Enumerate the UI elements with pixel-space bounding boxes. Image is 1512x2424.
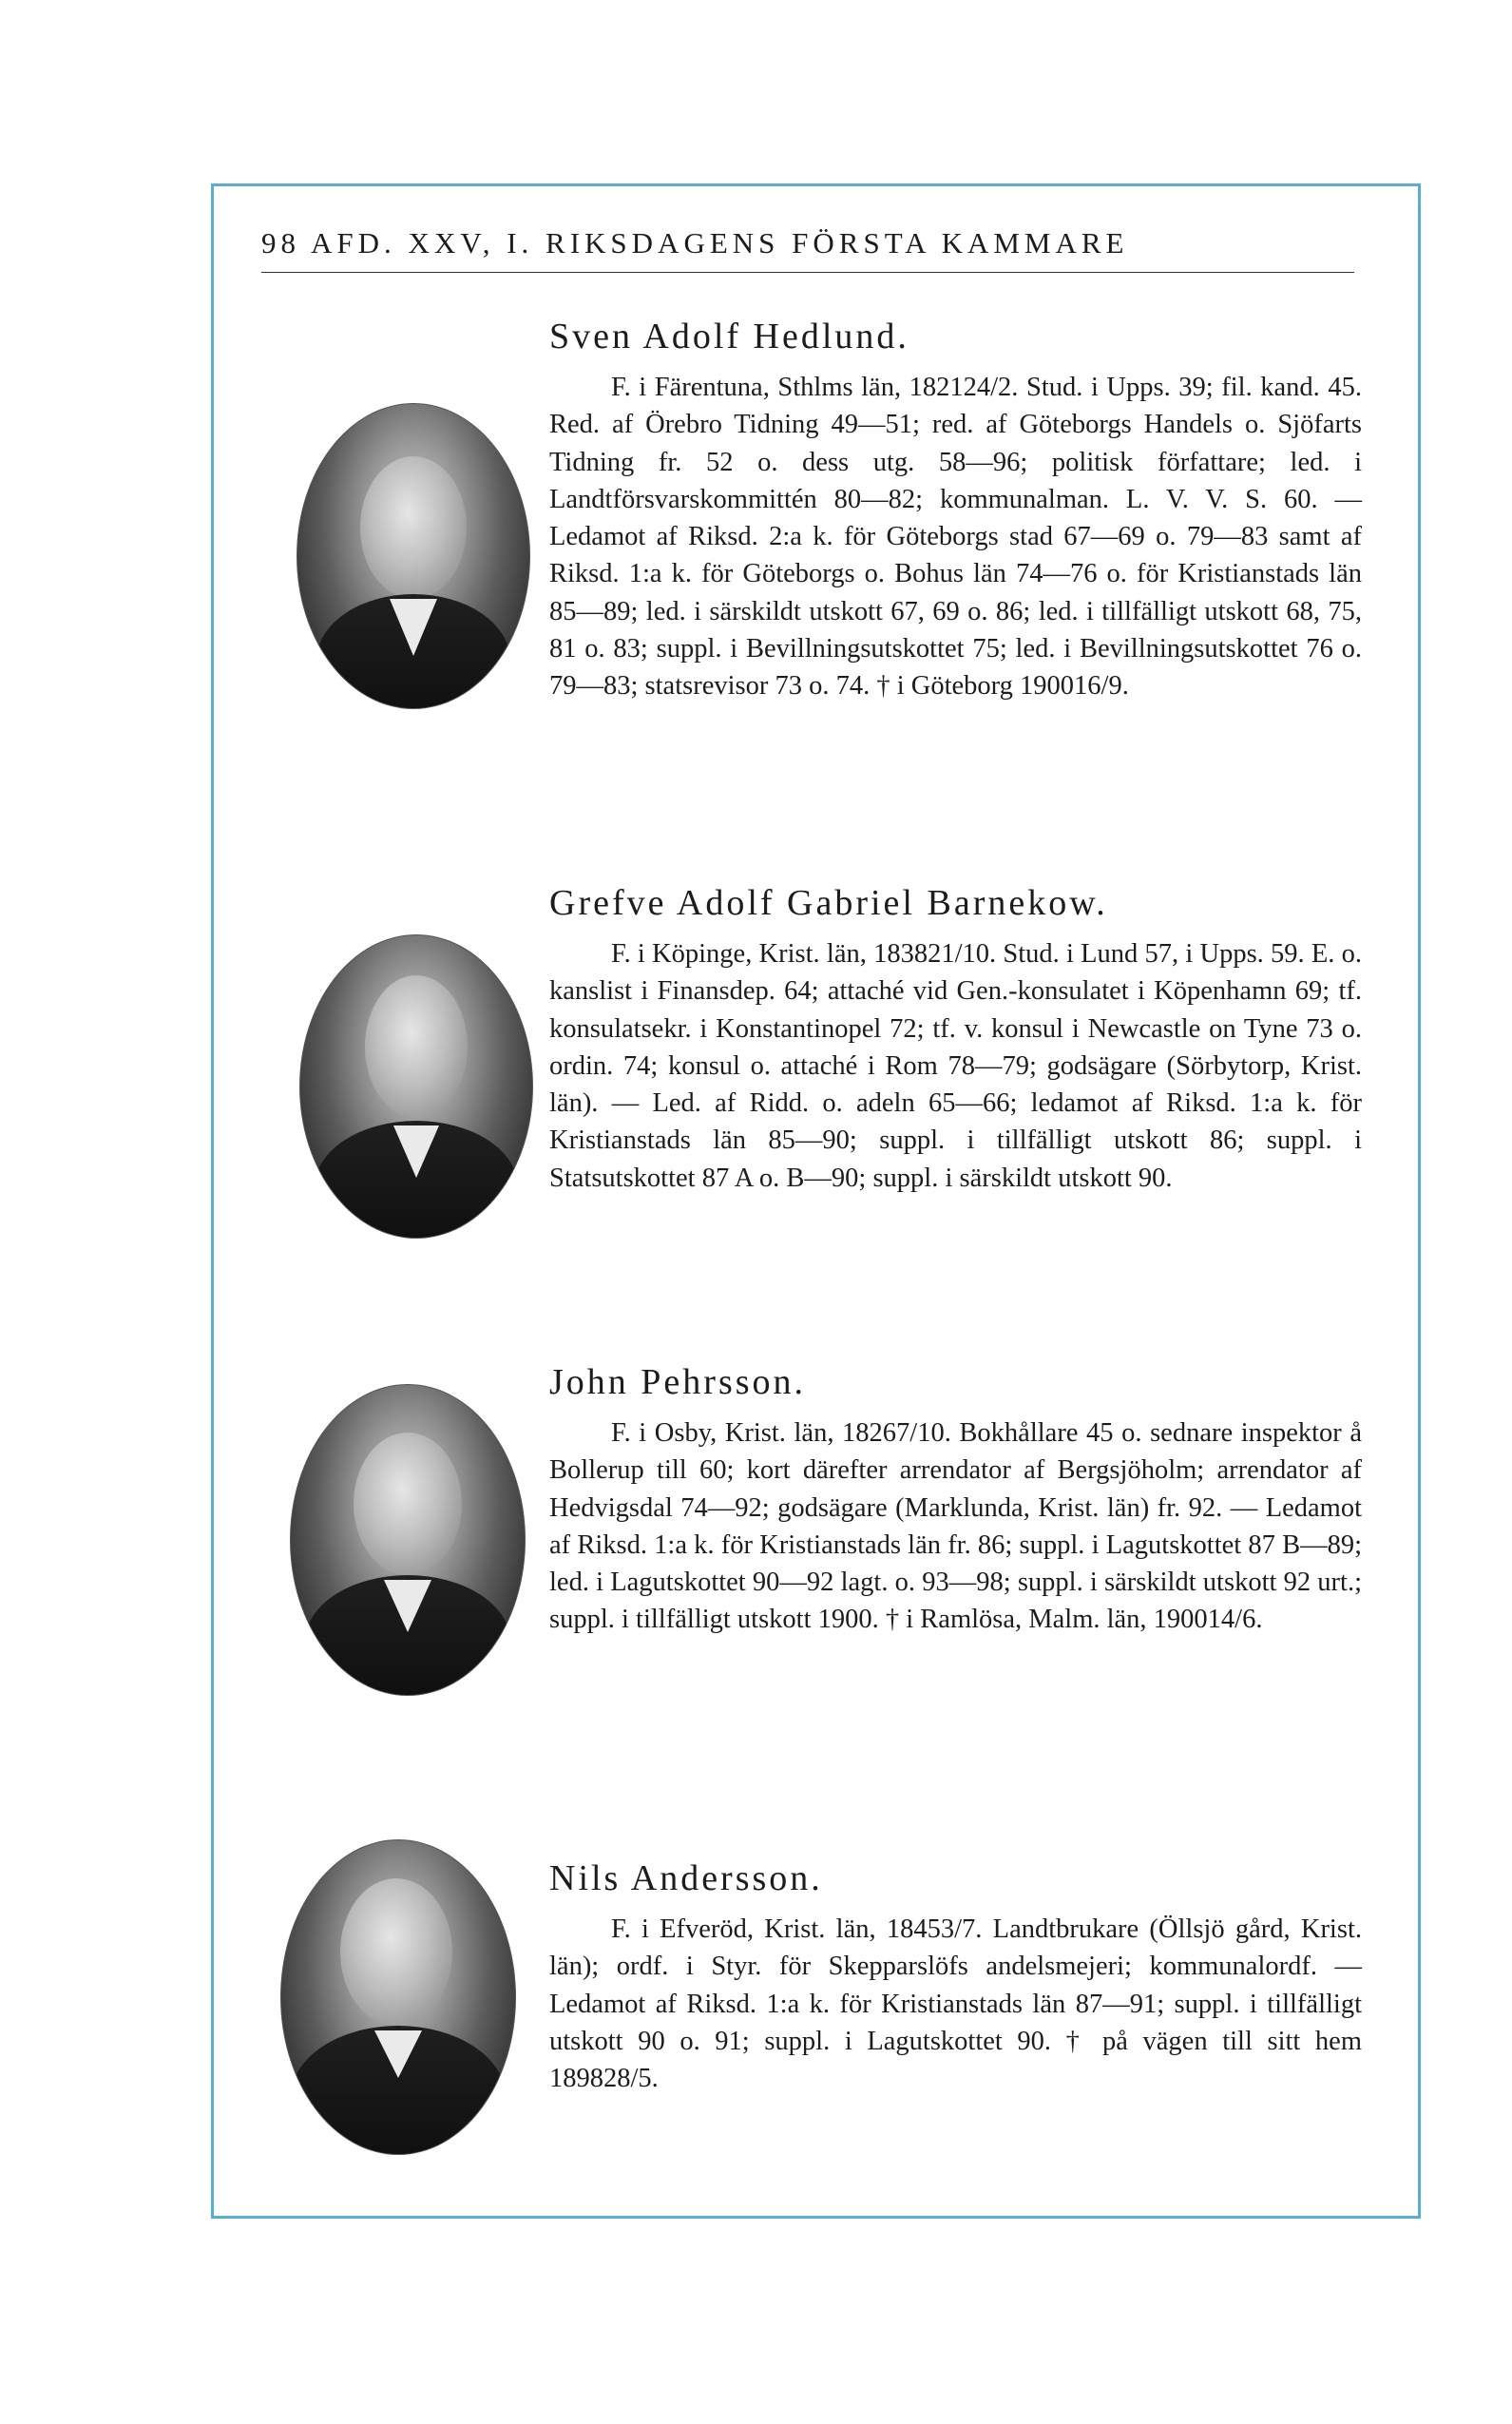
portrait-pehrsson [290,1384,526,1696]
portrait-hedlund [297,403,530,709]
entry-name: Nils Andersson. [549,1858,823,1898]
running-head: 98 AFD. XXV, I. RIKSDAGENS FÖRSTA KAMMARE [261,226,1129,260]
entry-bio: F. i Efveröd, Krist. län, 18453/7. Landtbrukare (Öllsjö gård, Krist. län); ordf. i Styr. för Skepparslöfs andelsmejeri; kommunalordf. — Ledamot af Riksd. 1:a k. för Kristianstads län 87—91; suppl. i tillfälligt utskott 90 o. 91; suppl. i Lagutskottet 90. † på vägen till sitt hem 189828/5. [549,1914,1362,2094]
entry-bio: F. i Färentuna, Sthlms län, 182124/2. Stud. i Upps. 39; fil. kand. 45. Red. af Örebro Tidning 49—51; red. af Göteborgs Handels o. Sjöfarts Tidning fr. 52 o. dess utg. 58—96; politisk författare; led. i Landtförsvarskommittén 80—82; kommunalman. L. V. V. S. 60. — Ledamot af Riksd. 2:a k. för Göteborgs stad 67—69 o. 79—83 samt af Riksd. 1:a k. för Göteborgs o. Bohus län 74—76 o. för Kristianstads län 85—89; led. i särskildt utskott 67, 69 o. 86; led. i tillfälligt utskott 68, 75, 81 o. 83; suppl. i Bevillningsutskottet 75; led. i Bevillningsutskottet 76 o. 79—83; statsrevisor 73 o. 74. † i Göteborg 190016/9. [549,373,1362,702]
entry-name: Grefve Adolf Gabriel Barnekow. [549,883,1108,923]
portrait-andersson [280,1839,516,2155]
entry-name: John Pehrsson. [549,1362,807,1402]
entry-bio: F. i Osby, Krist. län, 18267/10. Bokhållare 45 o. sednare inspektor å Bollerup till 60; kort därefter arrendator af Bergsjöholm; arrendator af Hedvigsdal 74—92; godsägare (Marklunda, Krist. län) fr. 92. — Ledamot af Riksd. 1:a k. för Kristianstads län fr. 86; suppl. i Lagutskottet 87 B—89; led. i Lagutskottet 90—92 lagt. o. 93—98; suppl. i särskildt utskott 92 urt.; suppl. i tillfälligt utskott 1900. † i Ramlösa, Malm. län, 190014/6. [549,1418,1362,1635]
portrait-barnekow [299,934,533,1239]
entry-bio: F. i Köpinge, Krist. län, 183821/10. Stud. i Lund 57, i Upps. 59. E. o. kanslist i Finansdep. 64; attaché vid Gen.-konsulatet i Köpenhamn 69; tf. konsulatsekr. i Konstantinopel 72; tf. v. konsul i Newcastle on Tyne 73 o. ordin. 74; konsul o. attaché i Rom 78—79; godsägare (Sörbytorp, Krist. län). — Led. af Ridd. o. adeln 65—66; ledamot af Riksd. 1:a k. för Kristianstads län 85—90; suppl. i tillfälligt utskott 86; suppl. i Statsutskottet 87 A o. B—90; suppl. i särskildt utskott 90. [549,939,1362,1193]
entry-name: Sven Adolf Hedlund. [549,317,909,356]
header-rule [261,272,1354,273]
